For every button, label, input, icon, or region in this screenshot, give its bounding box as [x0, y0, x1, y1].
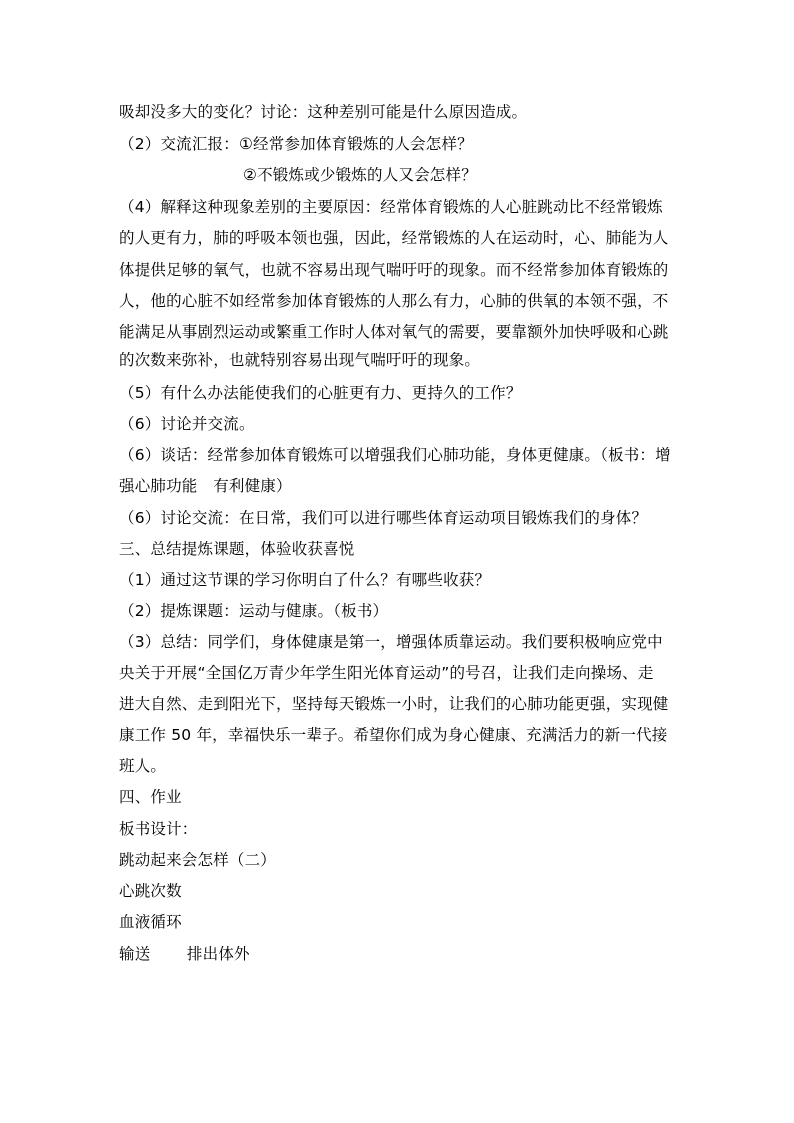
text-line: （6）谈话：经常参加体育锻炼可以增强我们心肺功能，身体更健康。（板书：增: [119, 446, 671, 464]
text-line: 吸却没多大的变化？讨论：这种差别可能是什么原因造成。: [119, 103, 528, 121]
text-line: 的人更有力，肺的呼吸本领也强，因此，经常锻炼的人在运动时，心、肺能为人: [119, 229, 669, 247]
text-line: 板书设计：: [119, 820, 198, 838]
text-line: （1）通过这节课的学习你明白了什么？有哪些收获？: [119, 571, 491, 589]
text-line: 心跳次数: [119, 882, 182, 900]
section-heading: 四、作业: [119, 788, 182, 806]
text-line: 三、总结提炼课题，体验收获喜悦: [119, 540, 355, 558]
text-line: 血液循环: [119, 913, 182, 931]
text-line: 人，他的心脏不如经常参加体育锻炼的人那么有力，心肺的供氧的本领不强，不: [119, 292, 669, 310]
text-line: （3）总结：同学们，身体健康是第一，增强体质靠运动。我们要积极响应党中: [119, 633, 663, 651]
text-line: 输送 排出体外: [119, 945, 250, 963]
text-line: （4）解释这种现象差别的主要原因：经常体育锻炼的人心脏跳动比不经常锻炼: [119, 198, 663, 216]
text-line: （5）有什么办法能使我们的心脏更有力、更持久的工作？: [119, 384, 522, 402]
text-line: 的次数来弥补，也就特别容易出现气喘吁吁的现象。: [119, 351, 481, 369]
text-line: 班人。: [119, 757, 167, 775]
text-line: （6）讨论并交流。: [119, 415, 255, 433]
text-line: ②不锻炼或少锻炼的人又会怎样？: [243, 166, 477, 184]
text-line: 能满足从事剧烈运动或繁重工作时人体对氧气的需要，要靠额外加快呼吸和心跳: [119, 323, 669, 341]
text-line: （2）交流汇报：①经常参加体育锻炼的人会怎样？: [119, 135, 473, 153]
text-line: （2）提炼课题：运动与健康。（板书）: [119, 602, 389, 620]
text-line: 体提供足够的氧气，也就不容易出现气喘吁吁的现象。而不经常参加体育锻炼的: [119, 261, 669, 279]
text-line: 强心肺功能 有利健康）: [119, 477, 292, 495]
text-line: 央关于开展“全国亿万青少年学生阳光体育运动”的号召，让我们走向操场、走: [119, 664, 654, 682]
text-line: 进大自然、走到阳光下，坚持每天锻炼一小时，让我们的心肺功能更强，实现健: [119, 695, 669, 713]
text-line: 康工作 50 年，幸福快乐一辈子。希望你们成为身心健康、充满活力的新一代接: [119, 726, 668, 744]
text-line: （6）讨论交流：在日常，我们可以进行哪些体育运动项目锻炼我们的身体？: [119, 509, 648, 527]
text-line: 跳动起来会怎样（二）: [119, 851, 277, 869]
